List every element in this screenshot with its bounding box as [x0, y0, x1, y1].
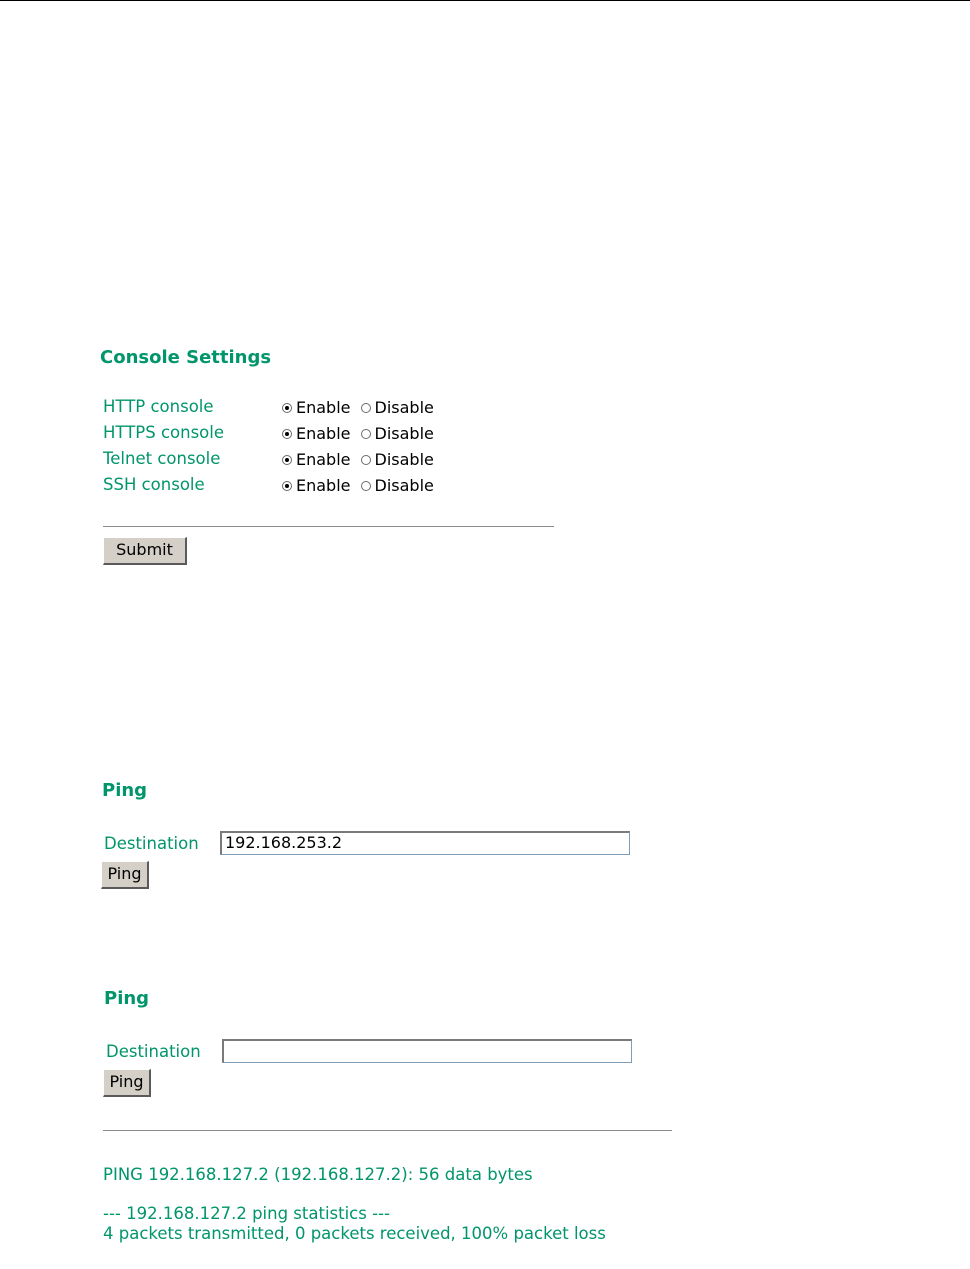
ssh-console-options	[282, 476, 444, 495]
http-console-disable-radio[interactable]	[361, 403, 371, 413]
disable-label: Disable	[374, 398, 434, 417]
https-console-options	[282, 424, 444, 443]
ping-title: Ping	[102, 780, 148, 801]
ping-output-line: PING 192.168.127.2 (192.168.127.2): 56 data bytes	[103, 1165, 533, 1184]
top-border	[0, 0, 970, 1]
http-console-options	[282, 398, 444, 417]
section-divider	[103, 526, 554, 527]
https-console-disable-option[interactable]	[361, 424, 434, 443]
https-console-enable-option[interactable]	[282, 424, 351, 443]
telnet-console-enable-option[interactable]	[282, 450, 351, 469]
ping-statistics-summary: 4 packets transmitted, 0 packets received, 100% packet loss	[103, 1224, 606, 1243]
destination-label: Destination	[104, 834, 199, 853]
destination-label: Destination	[106, 1042, 201, 1061]
disable-label: Disable	[374, 424, 434, 443]
enable-label: Enable	[296, 476, 351, 495]
destination-input[interactable]: 192.168.253.2	[220, 831, 630, 855]
https-console-enable-radio[interactable]	[282, 429, 292, 439]
output-divider	[103, 1130, 672, 1131]
telnet-console-label: Telnet console	[103, 449, 221, 468]
http-console-enable-radio[interactable]	[282, 403, 292, 413]
ssh-console-enable-radio[interactable]	[282, 481, 292, 491]
ssh-console-disable-option[interactable]	[361, 476, 434, 495]
https-console-label: HTTPS console	[103, 423, 224, 442]
submit-button[interactable]: Submit	[103, 537, 187, 565]
http-console-label: HTTP console	[103, 397, 214, 416]
ping-button[interactable]: Ping	[103, 1069, 151, 1097]
ping-button[interactable]: Ping	[101, 861, 149, 889]
destination-input[interactable]	[222, 1039, 632, 1063]
https-console-disable-radio[interactable]	[361, 429, 371, 439]
telnet-console-disable-radio[interactable]	[361, 455, 371, 465]
ssh-console-disable-radio[interactable]	[361, 481, 371, 491]
disable-label: Disable	[374, 450, 434, 469]
ping-title: Ping	[104, 988, 150, 1009]
enable-label: Enable	[296, 398, 351, 417]
ping-statistics-header: --- 192.168.127.2 ping statistics ---	[103, 1204, 390, 1223]
disable-label: Disable	[374, 476, 434, 495]
ssh-console-label: SSH console	[103, 475, 205, 494]
console-settings-title: Console Settings	[100, 347, 272, 368]
enable-label: Enable	[296, 450, 351, 469]
telnet-console-options	[282, 450, 444, 469]
http-console-enable-option[interactable]	[282, 398, 351, 417]
http-console-disable-option[interactable]	[361, 398, 434, 417]
telnet-console-enable-radio[interactable]	[282, 455, 292, 465]
ssh-console-enable-option[interactable]	[282, 476, 351, 495]
enable-label: Enable	[296, 424, 351, 443]
telnet-console-disable-option[interactable]	[361, 450, 434, 469]
